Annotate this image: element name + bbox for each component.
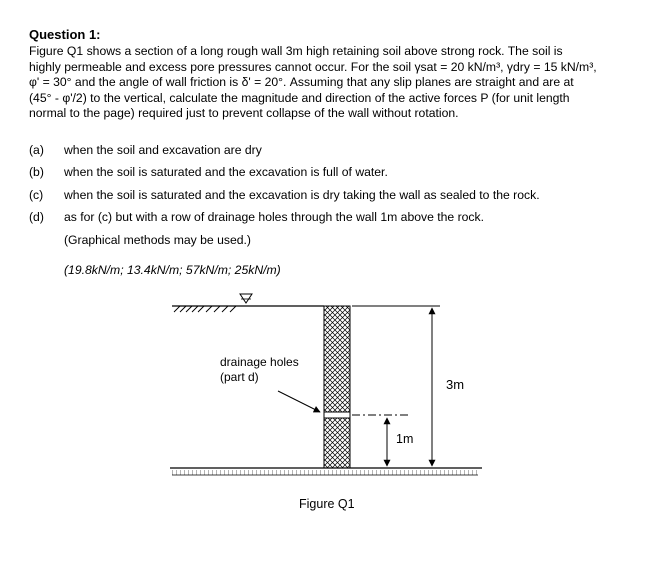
drainage-label-line: drainage holes <box>220 355 299 369</box>
part-text: when the soil is saturated and the excavation is full of water. <box>64 165 388 179</box>
part-label: (d) <box>29 210 44 224</box>
drainage-holes-label <box>220 355 299 385</box>
height-1m-label: 1m <box>396 432 414 446</box>
figure-caption: Figure Q1 <box>299 497 355 511</box>
part-label: (c) <box>29 188 44 202</box>
graphical-note: (Graphical methods may be used.) <box>64 233 251 247</box>
part-text: when the soil is saturated and the excavation is dry taking the wall as sealed to the rock. <box>64 188 540 202</box>
drainage-arrow <box>278 391 320 412</box>
drainage-label-line: (part d) <box>220 370 259 384</box>
question-title: Question 1: <box>29 27 101 42</box>
question-line: normal to the page) required just to prevent collapse of the wall without rotation. <box>29 106 459 121</box>
part-text: when the soil and excavation are dry <box>64 143 262 157</box>
retaining-wall-lower <box>324 418 350 468</box>
part-label: (b) <box>29 165 44 179</box>
ground-surface <box>172 306 324 312</box>
height-3m-label: 3m <box>446 377 465 392</box>
part-label: (a) <box>29 143 44 157</box>
question-line: highly permeable and excess pore pressures cannot occur. For the soil γsat = 20 kN/m³, γdry = 15 kN/m³, <box>29 59 597 74</box>
question-line: φ' = 30° and the angle of wall friction is δ' = 20°. Assuming that any slip planes are straight and are at <box>29 75 574 90</box>
question-line: (45° - φ'/2) to the vertical, calculate the magnitude and direction of the active forces P (for unit length <box>29 90 570 105</box>
answers: (19.8kN/m; 13.4kN/m; 57kN/m; 25kN/m) <box>64 263 281 277</box>
water-table-symbol <box>240 294 252 303</box>
rock-base <box>170 468 482 475</box>
question-line: Figure Q1 shows a section of a long rough wall 3m high retaining soil above strong rock. The soil is <box>29 44 563 58</box>
retaining-wall-upper <box>324 306 350 412</box>
part-text: as for (c) but with a row of drainage holes through the wall 1m above the rock. <box>64 210 485 224</box>
